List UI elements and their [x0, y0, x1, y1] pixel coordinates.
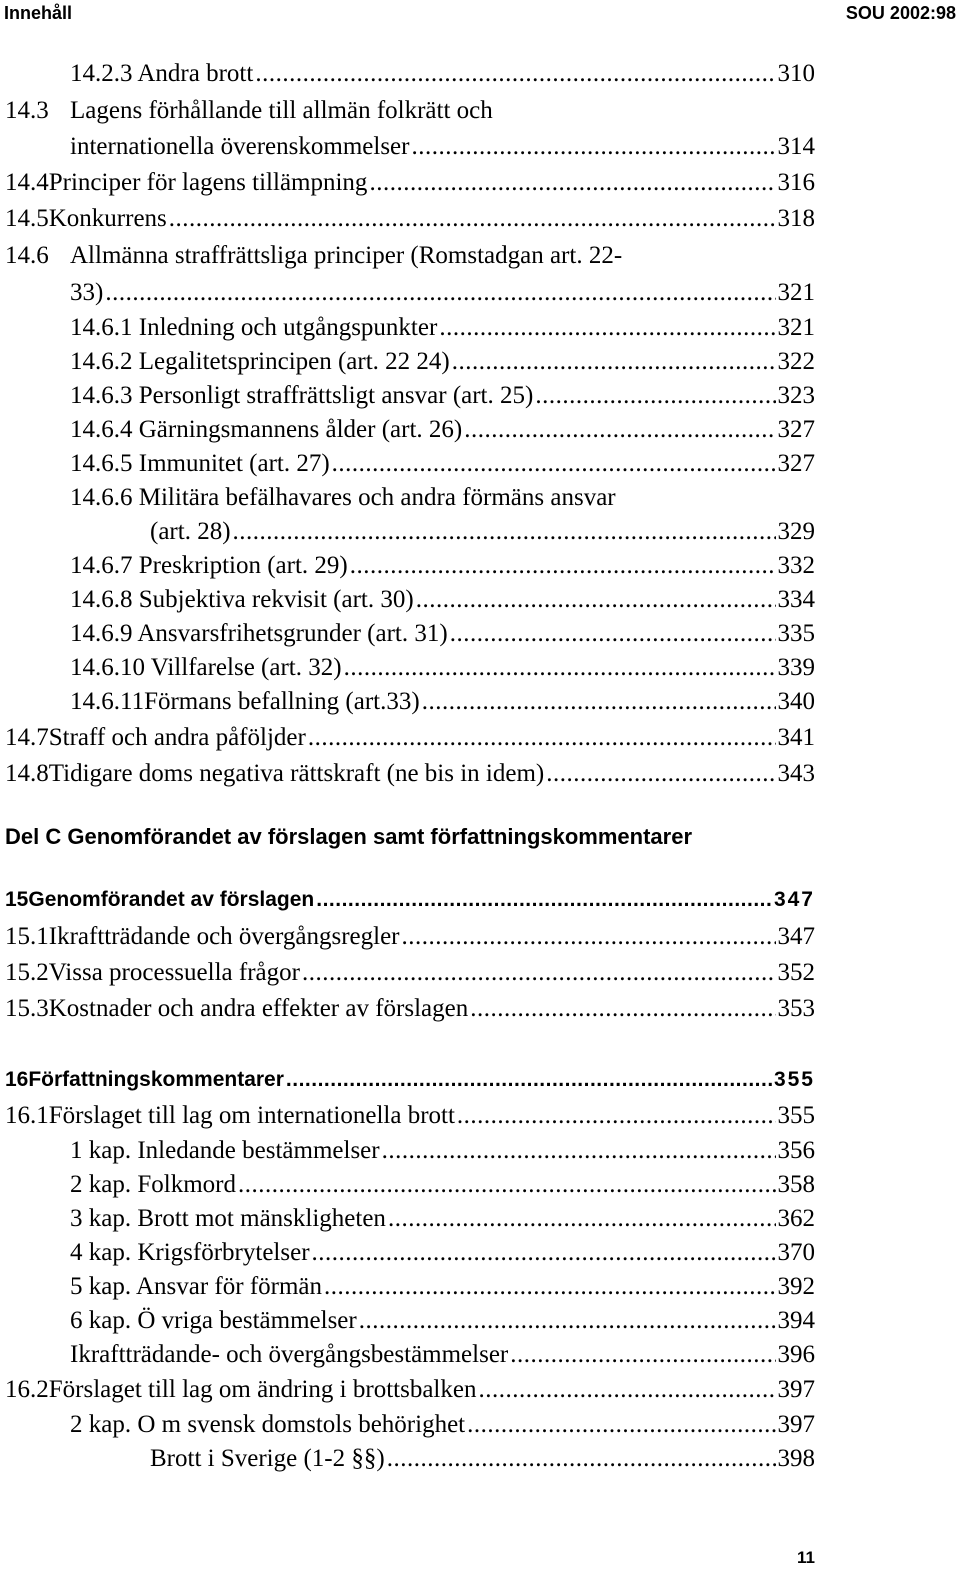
toc-entry-title: 2 kap. O m svensk domstols behörighet: [70, 1411, 466, 1438]
dot-leader: [382, 1134, 776, 1168]
dot-leader: [286, 1063, 772, 1097]
toc-entry-title: 14.6.9 Ansvarsfrihetsgrunder (art. 31): [70, 620, 448, 647]
toc-entry-number: 16.1: [5, 1102, 49, 1129]
dot-leader: [324, 1270, 775, 1304]
toc-entry[interactable]: [5, 1373, 815, 1407]
toc-entry-page: 397: [777, 1376, 815, 1403]
toc-entry-title: 14.6.11Förmans befallning (art.33): [70, 688, 420, 715]
dot-leader: [387, 1442, 776, 1476]
dot-leader: [464, 413, 775, 447]
dot-leader: [422, 685, 776, 719]
toc-entry-page: 314: [777, 133, 815, 160]
toc-entry-page: 332: [777, 552, 815, 579]
toc-entry-title: 14.6.2 Legalitetsprincipen (art. 22 24): [70, 348, 450, 375]
dot-leader: [452, 345, 776, 379]
toc-entry-title: Lagens förhållande till allmän folkrätt och: [70, 97, 493, 124]
toc-entry[interactable]: [150, 515, 815, 549]
toc-entry[interactable]: [70, 617, 815, 651]
toc-entry-title: 5 kap. Ansvar för förmän: [70, 1273, 323, 1300]
toc-entry-title: Ikraftträdande- och övergångsbestämmelser: [70, 1341, 509, 1368]
toc-entry-title: internationella överenskommelser: [70, 133, 410, 160]
toc-entry-title: 1 kap. Inledande bestämmelser: [70, 1137, 380, 1164]
toc-entry-title: 14.6.8 Subjektiva rekvisit (art. 30): [70, 586, 414, 613]
toc-entry-number: 16: [5, 1068, 29, 1091]
toc-entry-number: 14.8: [5, 760, 49, 787]
toc-entry-page: 329: [777, 518, 815, 545]
toc-entry[interactable]: [70, 379, 815, 413]
toc-entry-page: 392: [777, 1273, 815, 1300]
toc-entry-page: 347: [773, 888, 815, 911]
toc-entry-title: Författningskommentarer: [28, 1068, 284, 1091]
toc-entry[interactable]: [70, 276, 815, 310]
toc-entry[interactable]: [5, 239, 815, 273]
toc-entry[interactable]: [70, 1270, 815, 1304]
toc-entry[interactable]: [70, 1236, 815, 1270]
dot-leader: [478, 1373, 775, 1407]
toc-entry-title: Förslaget till lag om ändring i brottsbalken: [48, 1376, 477, 1403]
toc-entry-page: 398: [777, 1445, 815, 1472]
toc-entry-page: 396: [777, 1341, 815, 1368]
toc-entry[interactable]: [70, 549, 815, 583]
toc-entry[interactable]: [5, 202, 815, 236]
dot-leader: [255, 57, 775, 91]
dot-leader: [457, 1099, 776, 1133]
toc-entry[interactable]: [70, 1202, 815, 1236]
toc-entry[interactable]: [70, 345, 815, 379]
toc-entry-number: 14.3: [5, 97, 49, 124]
toc-entry-page: 335: [777, 620, 815, 647]
toc-entry-page: 327: [777, 416, 815, 443]
toc-entry-title: 14.6.7 Preskription (art. 29): [70, 552, 348, 579]
toc-entry[interactable]: [5, 166, 815, 200]
toc-entry-title: 14.6.1 Inledning och utgångspunkter: [70, 314, 438, 341]
toc-entry[interactable]: [70, 481, 815, 515]
toc-entry[interactable]: [70, 1134, 815, 1168]
header-section-title: Innehåll: [4, 3, 73, 23]
dot-leader: [302, 956, 776, 990]
toc-entry-number: 14.5: [5, 205, 49, 232]
toc-entry-number: 14.4: [5, 169, 49, 196]
toc-entry-title: Ikraftträdande och övergångsregler: [48, 923, 400, 950]
toc-entry[interactable]: [5, 920, 815, 954]
dot-leader: [388, 1202, 776, 1236]
toc-entry-page: 356: [777, 1137, 815, 1164]
toc-entry-title: Vissa processuella frågor: [48, 959, 300, 986]
toc-entry[interactable]: [5, 94, 815, 128]
toc-entry-title: 14.6.3 Personligt straffrättsligt ansvar (art. 25): [70, 382, 534, 409]
toc-entry-title: Tidigare doms negativa rättskraft (ne bis in idem): [48, 760, 545, 787]
toc-entry-page: 323: [777, 382, 815, 409]
toc-entry-page: 316: [777, 169, 815, 196]
toc-entry-title: 14.6.6 Militära befälhavares och andra förmäns ansvar: [70, 484, 616, 511]
dot-leader: [439, 311, 775, 345]
dot-leader: [238, 1168, 776, 1202]
toc-entry[interactable]: [5, 757, 815, 791]
toc-entry-page: 355: [777, 1102, 815, 1129]
toc-entry-title: 33): [70, 279, 104, 306]
toc-entry-number: 16.2: [5, 1376, 49, 1403]
toc-entry-title: (art. 28): [150, 518, 231, 545]
toc-entry-title: 14.6.10 Villfarelse (art. 32): [70, 654, 342, 681]
toc-entry-number: 15.1: [5, 923, 49, 950]
dot-leader: [308, 721, 776, 755]
toc-entry-page: 370: [777, 1239, 815, 1266]
dot-leader: [416, 583, 776, 617]
toc-entry-number: 15.3: [5, 995, 49, 1022]
toc-entry-title: Konkurrens: [48, 205, 167, 232]
toc-entry[interactable]: [70, 447, 815, 481]
toc-entry-title: 2 kap. Folkmord: [70, 1171, 236, 1198]
toc-entry-title: Allmänna straffrättsliga principer (Romstadgan art. 22-: [70, 242, 623, 269]
dot-leader: [450, 617, 776, 651]
toc-entry-page: 327: [777, 450, 815, 477]
toc-entry-title: 3 kap. Brott mot mänskligheten: [70, 1205, 386, 1232]
toc-entry-page: 397: [777, 1411, 815, 1438]
toc-entry[interactable]: [70, 57, 815, 91]
toc-entry[interactable]: [70, 685, 815, 719]
toc-entry-title: Förslaget till lag om internationella brott: [48, 1102, 455, 1129]
toc-entry[interactable]: [5, 992, 815, 1026]
toc-entry-page: 322: [777, 348, 815, 375]
toc-entry-page: 334: [777, 586, 815, 613]
dot-leader: [359, 1304, 776, 1338]
dot-leader: [344, 651, 776, 685]
toc-entry[interactable]: [5, 956, 815, 990]
toc-entry[interactable]: [70, 130, 815, 164]
dot-leader: [411, 130, 775, 164]
dot-leader: [105, 276, 775, 310]
header-document-id: SOU 2002:98: [845, 3, 956, 23]
toc-entry-page: 353: [777, 995, 815, 1022]
toc-entry-title: 6 kap. Ö vriga bestämmelser: [70, 1307, 357, 1334]
toc-entry[interactable]: [70, 413, 815, 447]
toc-entry-title: Brott i Sverige (1-2 §§): [150, 1445, 385, 1472]
toc-entry-page: 347: [777, 923, 815, 950]
dot-leader: [546, 757, 775, 791]
toc-entry[interactable]: [70, 1408, 815, 1442]
toc-entry[interactable]: [70, 311, 815, 345]
dot-leader: [369, 166, 775, 200]
toc-entry-page: 339: [777, 654, 815, 681]
dot-leader: [350, 549, 776, 583]
toc-entry-page: 394: [777, 1307, 815, 1334]
toc-entry[interactable]: [70, 1168, 815, 1202]
dot-leader: [467, 1408, 775, 1442]
page-number: 11: [797, 1548, 815, 1567]
toc-entry-number: 15.2: [5, 959, 49, 986]
toc-entry-page: 352: [777, 959, 815, 986]
toc-entry-title: Principer för lagens tillämpning: [48, 169, 368, 196]
dot-leader: [402, 920, 776, 954]
toc-entry-page: 355: [773, 1068, 815, 1091]
toc-entry[interactable]: [5, 721, 815, 755]
toc-entry[interactable]: [70, 1304, 815, 1338]
toc-entry-title: 4 kap. Krigsförbrytelser: [70, 1239, 310, 1266]
toc-entry-number: 15: [5, 888, 29, 911]
toc-entry[interactable]: [5, 1063, 815, 1097]
toc-entry[interactable]: [150, 1442, 815, 1476]
toc-entry-page: 321: [777, 279, 815, 306]
toc-entry-title: 14.6.4 Gärningsmannens ålder (art. 26): [70, 416, 463, 443]
toc-entry-number: 14.7: [5, 724, 49, 751]
toc-entry[interactable]: [70, 583, 815, 617]
dot-leader: [535, 379, 775, 413]
toc-entry-title: Genomförandet av förslagen: [28, 888, 315, 911]
toc-entry-page: 321: [777, 314, 815, 341]
toc-entry-page: 343: [777, 760, 815, 787]
dot-leader: [312, 1236, 776, 1270]
part-heading: Del C Genomförandet av förslagen samt författningskommentarer: [5, 824, 693, 849]
toc-entry-page: 310: [777, 60, 815, 87]
toc-entry-title: Straff och andra påföljder: [48, 724, 306, 751]
dot-leader: [169, 202, 776, 236]
dot-leader: [470, 992, 775, 1026]
toc-entry-title: 14.6.5 Immunitet (art. 27): [70, 450, 330, 477]
toc-entry-page: 341: [777, 724, 815, 751]
dot-leader: [332, 447, 776, 481]
toc-entry-title: Kostnader och andra effekter av förslagen: [48, 995, 469, 1022]
toc-entry[interactable]: [5, 1099, 815, 1133]
dot-leader: [316, 883, 772, 917]
toc-entry-title: 14.2.3 Andra brott: [70, 60, 254, 87]
toc-entry[interactable]: [70, 651, 815, 685]
toc-entry[interactable]: [70, 1338, 815, 1372]
toc-entry-page: 358: [777, 1171, 815, 1198]
dot-leader: [510, 1338, 775, 1372]
dot-leader: [233, 515, 776, 549]
toc-entry-page: 340: [777, 688, 815, 715]
toc-entry[interactable]: [5, 883, 815, 917]
toc-entry-page: 318: [777, 205, 815, 232]
toc-entry-page: 362: [777, 1205, 815, 1232]
toc-entry-number: 14.6: [5, 242, 49, 269]
